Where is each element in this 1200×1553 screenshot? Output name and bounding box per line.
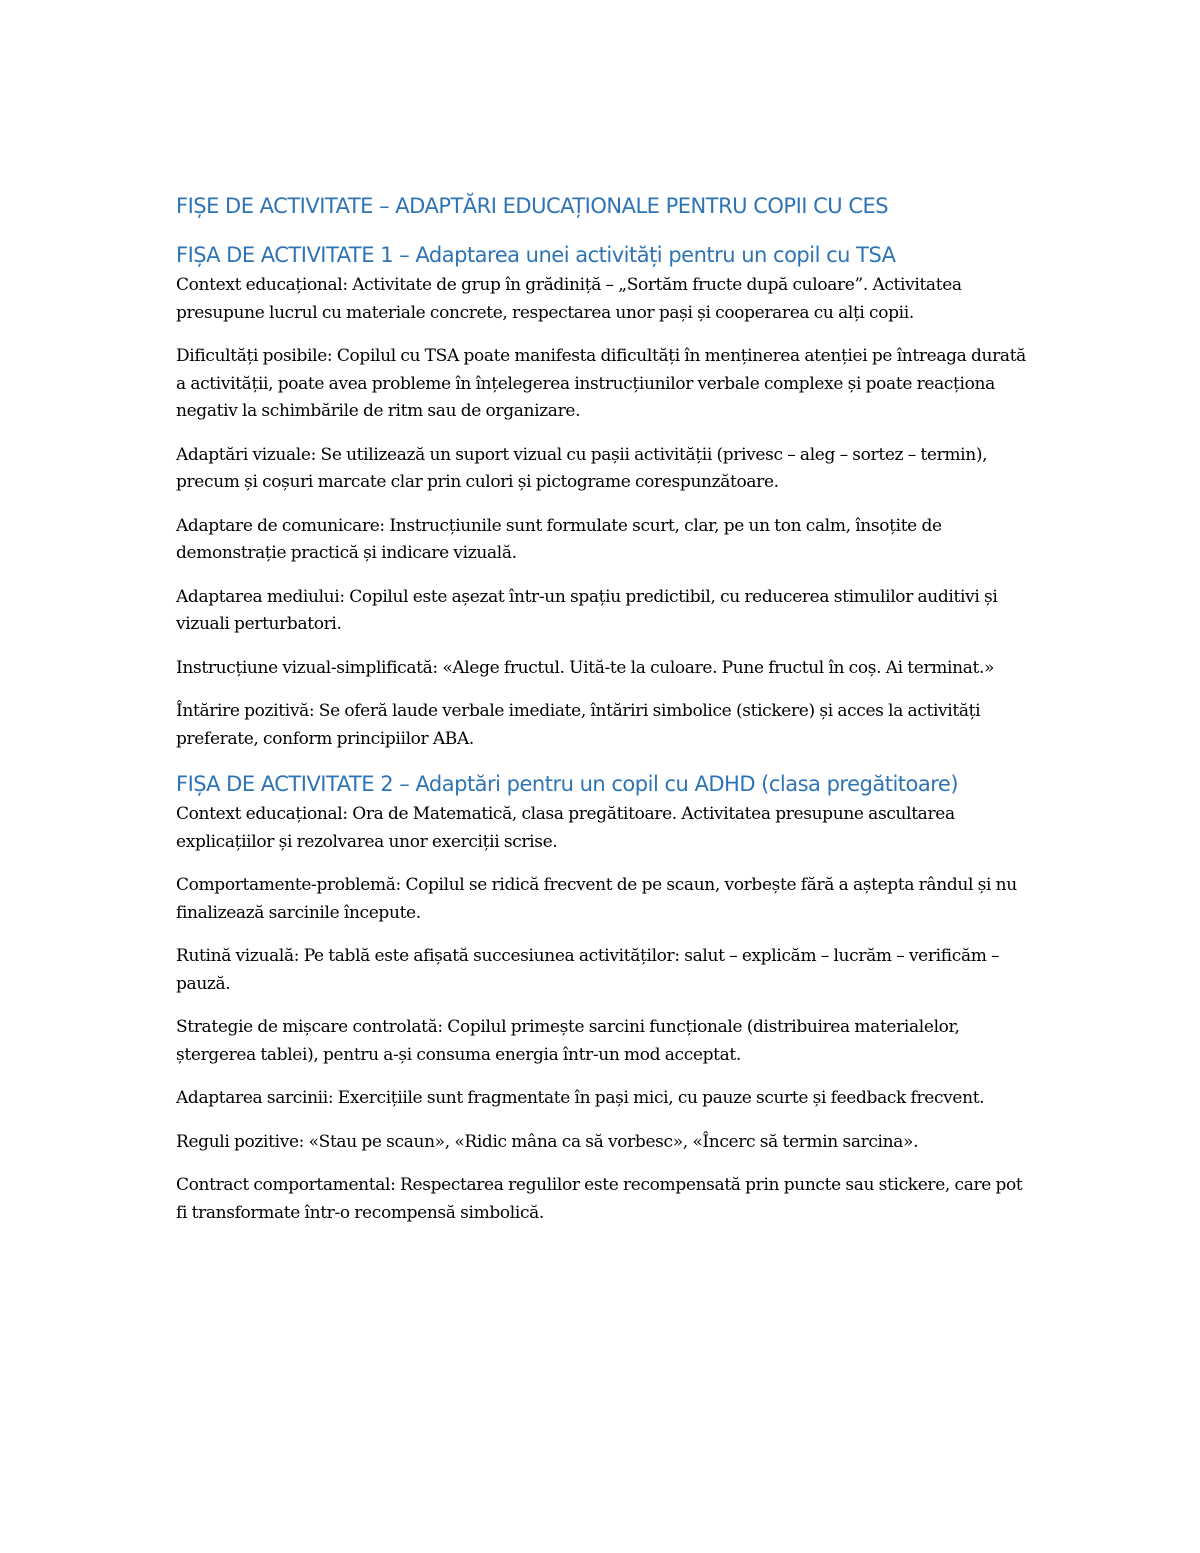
- paragraph: Instrucțiune vizual-simplificată: «Alege fructul. Uită-te la culoare. Pune fructul în coș. Ai terminat.»: [176, 657, 995, 678]
- paragraph: Contract comportamental: Respectarea regulilor este recompensată prin puncte sau stickere, care pot fi transformate într-o recompensă simbolică.: [176, 1175, 1023, 1223]
- paragraph: Strategie de mișcare controlată: Copilul primește sarcini funcționale (distribuirea materialelor, ștergerea tablei), pentru a-și consuma energia într-un mod acceptat.: [176, 1017, 960, 1065]
- paragraph: Adaptare de comunicare: Instrucțiunile sunt formulate scurt, clar, pe un ton calm, însoțite de demonstrație practică și indicare vizuală.: [176, 515, 942, 563]
- paragraph: Adaptări vizuale: Se utilizează un suport vizual cu pașii activității (privesc – aleg – sortez – termin), precum și coșuri marcate clar prin culori și pictograme corespunzătoare.: [176, 444, 988, 492]
- paragraph: Rutină vizuală: Pe tablă este afișată succesiunea activităților: salut – explicăm – lucrăm – verificăm – pauză.: [176, 946, 1000, 994]
- paragraph: Comportamente-problemă: Copilul se ridică frecvent de pe scaun, vorbește fără a aștepta rândul și nu finalizează sarcinile începute.: [176, 875, 1017, 923]
- paragraph: Adaptarea sarcinii: Exercițiile sunt fragmentate în pași mici, cu pauze scurte și feedback frecvent.: [176, 1088, 985, 1108]
- paragraph: Reguli pozitive: «Stau pe scaun», «Ridic mâna ca să vorbesc», «Încerc să termin sarcina».: [176, 1131, 919, 1152]
- paragraph: Adaptarea mediului: Copilul este așezat într-un spațiu predictibil, cu reducerea stimulilor auditivi și vizuali perturbatori.: [176, 586, 998, 634]
- document-title: FIȘE DE ACTIVITATE – ADAPTĂRI EDUCAȚIONALE PENTRU COPII CU CES: [176, 194, 889, 218]
- paragraph: Întărire pozitivă: Se oferă laude verbale imediate, întăriri simbolice (stickere) și acces la activități preferate, conform principiilor ABA.: [176, 701, 981, 749]
- paragraph: Context educațional: Activitate de grup în grădiniță – „Sortăm fructe după culoare”. Activitatea presupune lucrul cu materiale concrete, respectarea unor pași și cooperarea cu alți copii.: [176, 275, 962, 323]
- activity-sheet-1: [176, 240, 1026, 753]
- section-heading: FIȘA DE ACTIVITATE 2 – Adaptări pentru un copil cu ADHD (clasa pregătitoare): [176, 772, 959, 796]
- section-heading: FIȘA DE ACTIVITATE 1 – Adaptarea unei activități pentru un copil cu TSA: [176, 243, 896, 267]
- paragraph: Dificultăți posibile: Copilul cu TSA poate manifesta dificultăți în menținerea atenției pe întreaga durată a activității, poate avea probleme în înțelegerea instrucțiunilor verbale complexe și poate reacționa negativ la schimbările de ritm sau de organizare.: [176, 346, 1026, 421]
- paragraph: Context educațional: Ora de Matematică, clasa pregătitoare. Activitatea presupune ascultarea explicațiilor și rezolvarea unor exerciții scrise.: [176, 804, 955, 852]
- document-page: [176, 191, 1026, 1243]
- activity-sheet-2: [176, 769, 1026, 1227]
